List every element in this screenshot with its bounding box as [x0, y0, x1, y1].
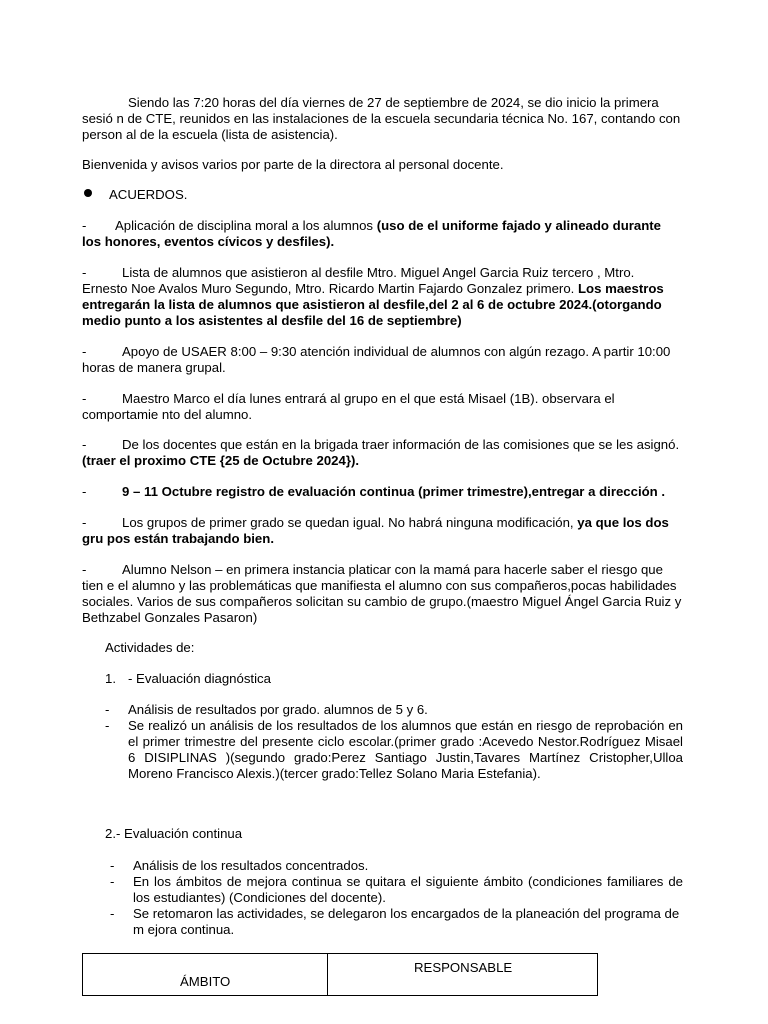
table-header-ambito: ÁMBITO — [180, 974, 231, 989]
agreement-5: - De los docentes que están en la brigada traer información de las comisiones que se les asignó. (traer el proximo CTE {25 de Octubre 2024}). — [82, 437, 680, 468]
acuerdos-heading: ACUERDOS. — [109, 187, 188, 202]
bullet-dot-icon — [84, 189, 92, 197]
intro-paragraph: Siendo las 7:20 horas del día viernes de 27 de septiembre de 2024, se dio inicio la primera sesió n de CTE, reunidos en las instalaciones de la escuela secundaria técnica No. 167, contando con person al de la escuela (lista de asistencia). — [82, 95, 681, 142]
welcome-paragraph: Bienvenida y avisos varios por parte de la directora al personal docente. — [82, 157, 504, 172]
agreement-6: - 9 – 11 Octubre registro de evaluación continua (primer trimestre),entregar a dirección . — [82, 484, 666, 499]
section2-title: 2.- Evaluación continua — [105, 826, 243, 841]
table-cell-responsable — [328, 954, 598, 996]
agreement-1: - Aplicación de disciplina moral a los alumnos (uso de el uniforme fajado y alineado durante los honores, eventos cívicos y desfiles). — [82, 218, 661, 249]
ambito-table — [82, 953, 598, 996]
agreement-8: - Alumno Nelson – en primera instancia platicar con la mamá para hacerle saber el riesgo que tien e el alumno y las problemáticas que manifiesta el alumno con sus compañeros,pocas habilidades sociales. Varios de sus compañeros solicitan su cambio de grupo.(maestro Miguel Ángel Garcia Ruiz y Bethzabel Gonzales Pasaron) — [82, 562, 682, 625]
table-header-responsable: RESPONSABLE — [414, 960, 513, 975]
agreement-7: - Los grupos de primer grado se quedan igual. No habrá ninguna modificación, ya que los dos gru pos están trabajando bien. — [82, 515, 669, 546]
actividades-title: Actividades de: — [105, 640, 195, 655]
agreement-4: - Maestro Marco el día lunes entrará al grupo en el que está Misael (1B). observara el comportamie nto del alumno. — [82, 391, 615, 422]
section1-title: 1. - Evaluación diagnóstica — [105, 671, 271, 686]
agreement-3: - Apoyo de USAER 8:00 – 9:30 atención individual de alumnos con algún rezago. A partir 10:00 horas de manera grupal. — [82, 344, 671, 375]
agreement-2: - Lista de alumnos que asistieron al desfile Mtro. Miguel Angel Garcia Ruiz tercero , Mtro. Ernesto Noe Avalos Muro Segundo, Mtro. Ricardo Martin Fajardo Gonzalez primero. Los maestros entregarán la lista de alumnos que asistieron al desfile,del 2 al 6 de octubre 2024.(otorgando medio punto a los asistentes al desfile del 16 de septiembre) — [82, 265, 664, 328]
table-cell-ambito — [83, 954, 328, 996]
